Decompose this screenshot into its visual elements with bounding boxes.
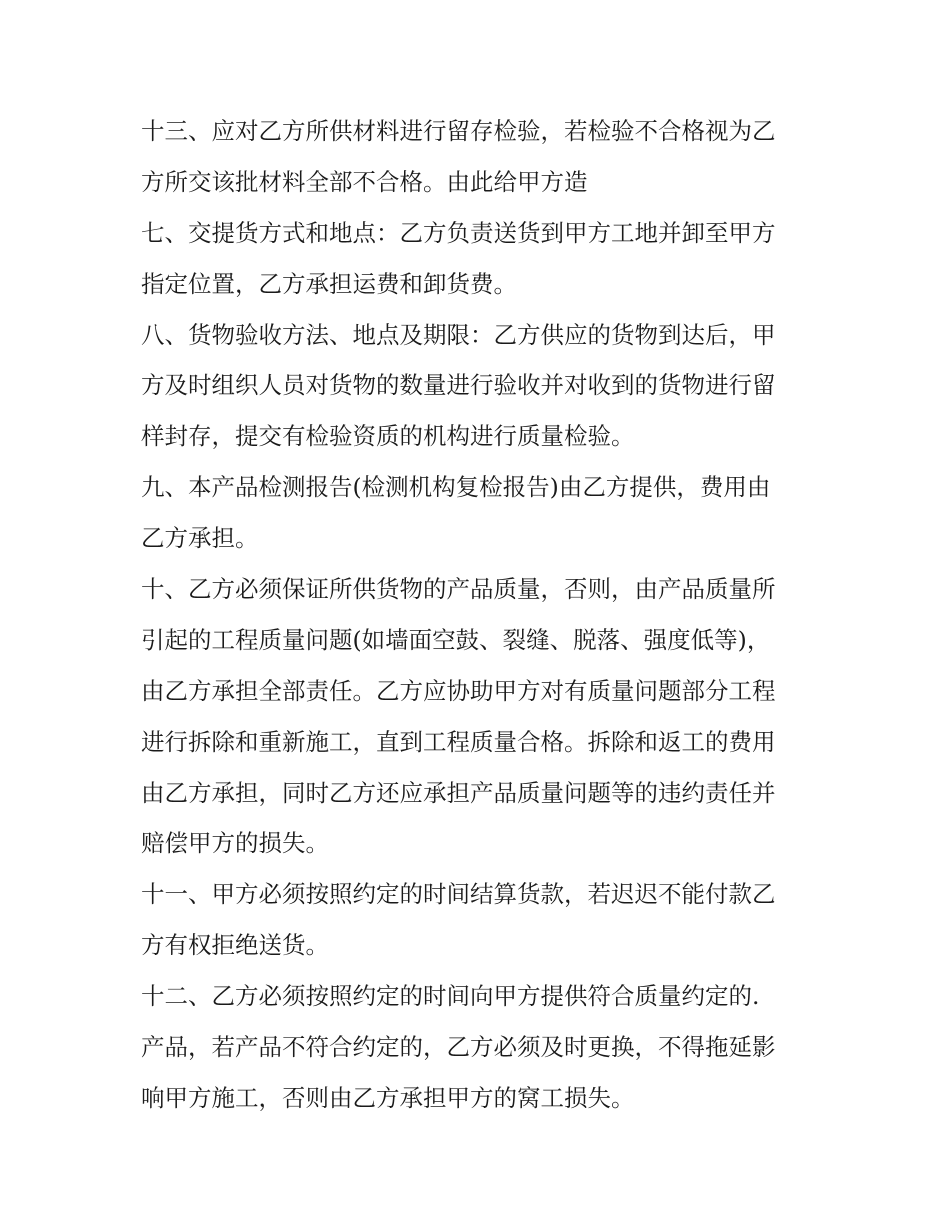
- text-line: 样封存，提交有检验资质的机构进行质量检验。: [141, 422, 635, 451]
- text-line: 十二、乙方必须按照约定的时间向甲方提供符合质量约定的.: [141, 982, 760, 1011]
- text-line: 七、交提货方式和地点：乙方负责送货到甲方工地并卸至甲方: [141, 218, 776, 247]
- text-line: 方及时组织人员对货物的数量进行验收并对收到的货物进行留: [141, 371, 776, 400]
- text-line: 引起的工程质量问题(如墙面空鼓、裂缝、脱落、强度低等)，: [141, 625, 771, 654]
- text-line: 九、本产品检测报告(检测机构复检报告)由乙方提供，费用由: [141, 473, 771, 502]
- text-line: 由乙方承担全部责任。乙方应协助甲方对有质量问题部分工程: [141, 676, 776, 705]
- text-line: 响甲方施工，否则由乙方承担甲方的窝工损失。: [141, 1083, 635, 1112]
- text-line: 十、乙方必须保证所供货物的产品质量，否则，由产品质量所: [141, 575, 776, 604]
- text-line: 方所交该批材料全部不合格。由此给甲方造: [141, 167, 588, 196]
- text-line: 指定位置，乙方承担运费和卸货费。: [141, 269, 517, 298]
- text-line: 由乙方承担，同时乙方还应承担产品质量问题等的违约责任并: [141, 778, 776, 807]
- document-body: [141, 106, 821, 1124]
- text-line: 乙方承担。: [141, 524, 259, 553]
- text-line: 八、货物验收方法、地点及期限：乙方供应的货物到达后，甲: [141, 320, 776, 349]
- text-line: 十一、甲方必须按照约定的时间结算货款，若迟迟不能付款乙: [141, 880, 776, 909]
- text-line: 十三、应对乙方所供材料进行留存检验，若检验不合格视为乙: [141, 117, 776, 145]
- text-line: 产品，若产品不符合约定的，乙方必须及时更换，不得拖延影: [141, 1033, 776, 1062]
- text-line: 方有权拒绝送货。: [141, 931, 329, 960]
- text-line: 进行拆除和重新施工，直到工程质量合格。拆除和返工的费用: [141, 727, 776, 756]
- text-line: 赔偿甲方的损失。: [141, 829, 329, 858]
